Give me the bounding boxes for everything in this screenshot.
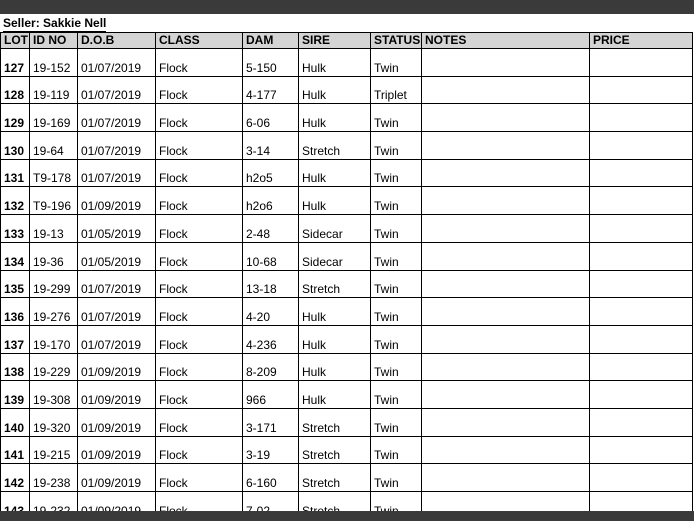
status-cell: Triplet — [371, 76, 422, 104]
table-row — [1, 215, 693, 243]
status-cell: Twin — [371, 381, 422, 409]
table-header-row — [1, 33, 693, 49]
price-cell — [590, 298, 693, 326]
dam-cell: 3-19 — [243, 436, 299, 464]
seller-title: Seller: Sakkie Nell — [3, 16, 107, 30]
id-no-cell: 19-320 — [30, 408, 78, 436]
price-cell — [590, 104, 693, 132]
status-cell: Twin — [371, 464, 422, 492]
status-cell: Twin — [371, 436, 422, 464]
notes-cell — [422, 298, 590, 326]
id-no-cell: 19-36 — [30, 242, 78, 270]
status-cell: Twin — [371, 353, 422, 381]
table-row — [1, 381, 693, 409]
price-cell — [590, 215, 693, 243]
status-cell: Twin — [371, 408, 422, 436]
dob-cell: 01/09/2019 — [78, 464, 156, 492]
notes-cell — [422, 49, 590, 77]
lot-cell: 131 — [1, 159, 30, 187]
lot-cell: 129 — [1, 104, 30, 132]
lots-table — [0, 32, 693, 520]
dob-cell: 01/07/2019 — [78, 159, 156, 187]
dob-cell: 01/09/2019 — [78, 436, 156, 464]
notes-cell — [422, 464, 590, 492]
bottom-bar — [0, 511, 694, 521]
dam-cell: 10-68 — [243, 242, 299, 270]
table-row — [1, 325, 693, 353]
notes-cell — [422, 187, 590, 215]
table-row — [1, 76, 693, 104]
lot-cell: 135 — [1, 270, 30, 298]
class-cell: Flock — [156, 408, 243, 436]
dam-cell: 966 — [243, 381, 299, 409]
lot-cell: 141 — [1, 436, 30, 464]
dam-cell: 13-18 — [243, 270, 299, 298]
dob-cell: 01/09/2019 — [78, 353, 156, 381]
sire-cell: Hulk — [299, 325, 371, 353]
table-row — [1, 242, 693, 270]
id-no-cell: 19-13 — [30, 215, 78, 243]
notes-cell — [422, 132, 590, 160]
notes-cell — [422, 270, 590, 298]
id-no-cell: 19-229 — [30, 353, 78, 381]
class-cell: Flock — [156, 49, 243, 77]
table-row — [1, 49, 693, 77]
table-row — [1, 298, 693, 326]
notes-cell — [422, 215, 590, 243]
table-row — [1, 353, 693, 381]
catalogue-sheet — [0, 14, 694, 511]
column-header-class: CLASS — [156, 33, 243, 49]
dob-cell: 01/07/2019 — [78, 325, 156, 353]
notes-cell — [422, 76, 590, 104]
sire-cell: Hulk — [299, 159, 371, 187]
price-cell — [590, 76, 693, 104]
sire-cell: Stretch — [299, 408, 371, 436]
sire-cell: Hulk — [299, 187, 371, 215]
notes-cell — [422, 353, 590, 381]
id-no-cell: 19-169 — [30, 104, 78, 132]
sire-cell: Stretch — [299, 436, 371, 464]
price-cell — [590, 408, 693, 436]
lot-cell: 139 — [1, 381, 30, 409]
table-row — [1, 464, 693, 492]
class-cell: Flock — [156, 298, 243, 326]
sire-cell: Sidecar — [299, 242, 371, 270]
price-cell — [590, 325, 693, 353]
price-cell — [590, 159, 693, 187]
lot-cell: 132 — [1, 187, 30, 215]
dam-cell: 5-150 — [243, 49, 299, 77]
dam-cell: 6-160 — [243, 464, 299, 492]
class-cell: Flock — [156, 353, 243, 381]
price-cell — [590, 270, 693, 298]
price-cell — [590, 381, 693, 409]
dob-cell: 01/07/2019 — [78, 270, 156, 298]
dam-cell: h2o6 — [243, 187, 299, 215]
notes-cell — [422, 325, 590, 353]
lot-cell: 134 — [1, 242, 30, 270]
dam-cell: h2o5 — [243, 159, 299, 187]
status-cell: Twin — [371, 242, 422, 270]
column-header-lot: LOT — [1, 33, 30, 49]
lot-cell: 138 — [1, 353, 30, 381]
dob-cell: 01/09/2019 — [78, 408, 156, 436]
id-no-cell: 19-64 — [30, 132, 78, 160]
sire-cell: Hulk — [299, 381, 371, 409]
sire-cell: Hulk — [299, 76, 371, 104]
column-header-notes: NOTES — [422, 33, 590, 49]
class-cell: Flock — [156, 187, 243, 215]
class-cell: Flock — [156, 464, 243, 492]
lot-cell: 130 — [1, 132, 30, 160]
status-cell: Twin — [371, 159, 422, 187]
lot-cell: 140 — [1, 408, 30, 436]
status-cell: Twin — [371, 325, 422, 353]
class-cell: Flock — [156, 436, 243, 464]
column-header-sire: SIRE — [299, 33, 371, 49]
column-header-dam: DAM — [243, 33, 299, 49]
dam-cell: 8-209 — [243, 353, 299, 381]
class-cell: Flock — [156, 242, 243, 270]
price-cell — [590, 353, 693, 381]
sire-cell: Hulk — [299, 104, 371, 132]
id-no-cell: 19-119 — [30, 76, 78, 104]
price-cell — [590, 187, 693, 215]
dob-cell: 01/07/2019 — [78, 132, 156, 160]
id-no-cell: 19-299 — [30, 270, 78, 298]
price-cell — [590, 464, 693, 492]
price-cell — [590, 242, 693, 270]
notes-cell — [422, 159, 590, 187]
id-no-cell: 19-152 — [30, 49, 78, 77]
table-row — [1, 104, 693, 132]
price-cell — [590, 436, 693, 464]
id-no-cell: 19-276 — [30, 298, 78, 326]
status-cell: Twin — [371, 298, 422, 326]
sire-cell: Hulk — [299, 49, 371, 77]
class-cell: Flock — [156, 270, 243, 298]
lot-cell: 136 — [1, 298, 30, 326]
dam-cell: 4-20 — [243, 298, 299, 326]
column-header-dob: D.O.B — [78, 33, 156, 49]
class-cell: Flock — [156, 76, 243, 104]
lot-cell: 128 — [1, 76, 30, 104]
status-cell: Twin — [371, 187, 422, 215]
column-header-id-no: ID NO — [30, 33, 78, 49]
sire-cell: Sidecar — [299, 215, 371, 243]
notes-cell — [422, 104, 590, 132]
table-row — [1, 408, 693, 436]
id-no-cell: 19-238 — [30, 464, 78, 492]
dob-cell: 01/05/2019 — [78, 242, 156, 270]
dam-cell: 3-171 — [243, 408, 299, 436]
table-row — [1, 436, 693, 464]
sire-cell: Stretch — [299, 464, 371, 492]
status-cell: Twin — [371, 215, 422, 243]
status-cell: Twin — [371, 104, 422, 132]
lot-cell: 127 — [1, 49, 30, 77]
dob-cell: 01/07/2019 — [78, 104, 156, 132]
class-cell: Flock — [156, 104, 243, 132]
dob-cell: 01/07/2019 — [78, 298, 156, 326]
dob-cell: 01/09/2019 — [78, 187, 156, 215]
class-cell: Flock — [156, 215, 243, 243]
column-header-price: PRICE — [590, 33, 693, 49]
status-cell: Twin — [371, 132, 422, 160]
dob-cell: 01/09/2019 — [78, 381, 156, 409]
class-cell: Flock — [156, 159, 243, 187]
dob-cell: 01/05/2019 — [78, 215, 156, 243]
column-header-status: STATUS — [371, 33, 422, 49]
id-no-cell: 19-170 — [30, 325, 78, 353]
price-cell — [590, 49, 693, 77]
price-cell — [590, 132, 693, 160]
sire-cell: Stretch — [299, 270, 371, 298]
dam-cell: 4-177 — [243, 76, 299, 104]
dam-cell: 3-14 — [243, 132, 299, 160]
notes-cell — [422, 381, 590, 409]
dam-cell: 4-236 — [243, 325, 299, 353]
dam-cell: 2-48 — [243, 215, 299, 243]
sire-cell: Hulk — [299, 298, 371, 326]
id-no-cell: T9-196 — [30, 187, 78, 215]
class-cell: Flock — [156, 381, 243, 409]
sire-cell: Stretch — [299, 132, 371, 160]
lot-cell: 137 — [1, 325, 30, 353]
table-row — [1, 187, 693, 215]
sire-cell: Hulk — [299, 353, 371, 381]
dob-cell: 01/07/2019 — [78, 49, 156, 77]
id-no-cell: 19-215 — [30, 436, 78, 464]
dob-cell: 01/07/2019 — [78, 76, 156, 104]
table-row — [1, 270, 693, 298]
lot-cell: 133 — [1, 215, 30, 243]
notes-cell — [422, 436, 590, 464]
table-row — [1, 132, 693, 160]
status-cell: Twin — [371, 270, 422, 298]
class-cell: Flock — [156, 132, 243, 160]
table-row — [1, 159, 693, 187]
id-no-cell: T9-178 — [30, 159, 78, 187]
class-cell: Flock — [156, 325, 243, 353]
id-no-cell: 19-308 — [30, 381, 78, 409]
notes-cell — [422, 242, 590, 270]
notes-cell — [422, 408, 590, 436]
dam-cell: 6-06 — [243, 104, 299, 132]
status-cell: Twin — [371, 49, 422, 77]
lot-cell: 142 — [1, 464, 30, 492]
